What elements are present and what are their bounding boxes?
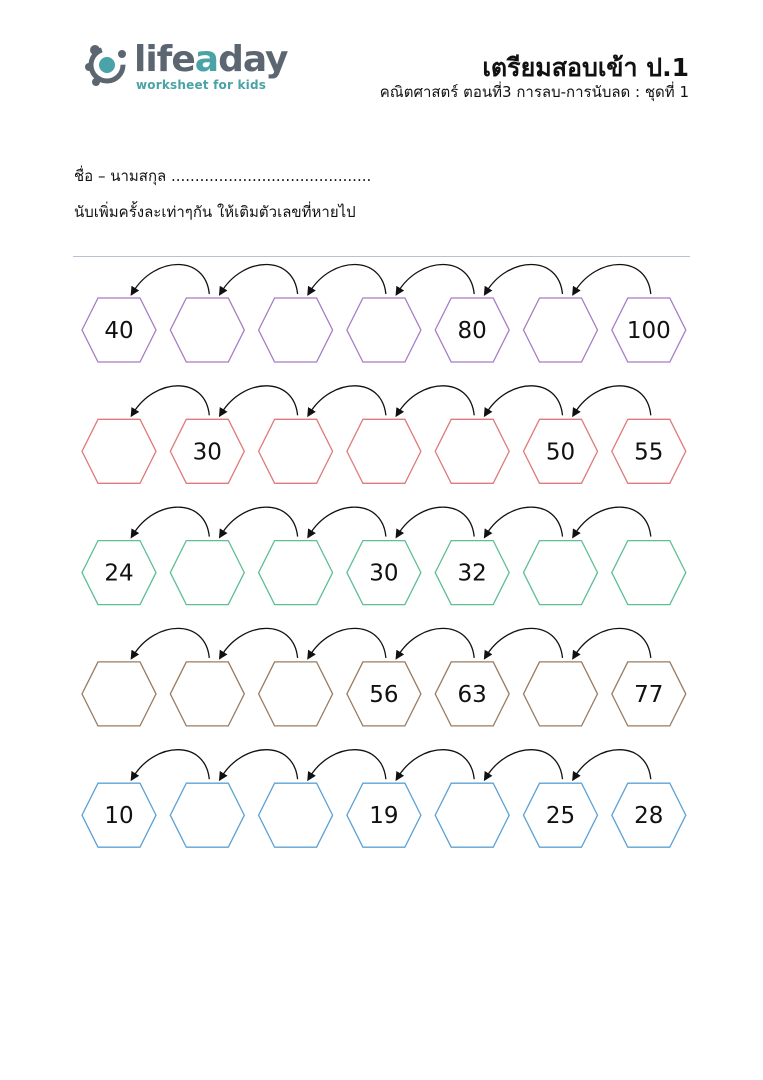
hexagon-number: 30 xyxy=(369,560,399,587)
hexagon-blank-cell[interactable] xyxy=(347,298,421,362)
hexagon-blank-cell[interactable] xyxy=(612,541,686,605)
curved-arrow-icon xyxy=(310,628,386,658)
hexagon-blank-cell[interactable] xyxy=(170,541,244,605)
number-row xyxy=(82,628,686,726)
curved-arrow-icon xyxy=(398,507,474,536)
hexagon-number: 28 xyxy=(634,803,664,830)
curved-arrow-icon xyxy=(221,750,297,780)
hexagon-number: 10 xyxy=(104,803,134,830)
hexagon-number: 19 xyxy=(369,803,399,830)
curved-arrow-icon xyxy=(575,265,651,295)
hexagon-blank-cell[interactable] xyxy=(524,662,598,726)
hexagon-number: 40 xyxy=(104,318,134,344)
curved-arrow-icon xyxy=(486,750,562,780)
curved-arrow-icon xyxy=(221,386,297,416)
number-row xyxy=(82,507,686,604)
hexagon-blank-cell[interactable] xyxy=(259,662,333,726)
hexagon-blank-cell[interactable] xyxy=(259,298,333,362)
hexagon-blank-cell[interactable] xyxy=(170,662,244,726)
curved-arrow-icon xyxy=(310,386,386,416)
curved-arrow-icon xyxy=(486,628,562,658)
hexagon-blank-cell[interactable] xyxy=(435,783,509,847)
hexagon-blank-cell[interactable] xyxy=(435,419,509,483)
name-field-label: ชื่อ – นามสกุล .......................................... xyxy=(74,167,372,185)
hexagon-number: 63 xyxy=(457,681,487,708)
curved-arrow-icon xyxy=(133,265,209,295)
brand-wordmark: lifeaday xyxy=(134,39,288,80)
curved-arrow-icon xyxy=(575,628,651,658)
page-title: เตรียมสอบเข้า ป.1 xyxy=(482,53,689,82)
hexagon-number: 80 xyxy=(457,318,487,344)
curved-arrow-icon xyxy=(310,265,386,295)
curved-arrow-icon xyxy=(133,386,209,416)
instruction-text: นับเพิ่มครั้งละเท่าๆกัน ให้เติมตัวเลขที่หายไป xyxy=(74,203,356,221)
curved-arrow-icon xyxy=(310,750,386,780)
curved-arrow-icon xyxy=(133,750,209,780)
hexagon-blank-cell[interactable] xyxy=(259,541,333,605)
hexagon-number: 30 xyxy=(192,439,222,466)
number-row xyxy=(82,750,686,848)
curved-arrow-icon xyxy=(575,507,651,536)
curved-arrow-icon xyxy=(133,507,209,536)
number-row xyxy=(82,386,686,484)
hexagon-number: 24 xyxy=(104,560,134,587)
curved-arrow-icon xyxy=(310,507,386,536)
hexagon-number: 32 xyxy=(457,560,487,587)
curved-arrow-icon xyxy=(486,507,562,536)
curved-arrow-icon xyxy=(486,386,562,416)
brand-tagline: worksheet for kids xyxy=(136,78,267,92)
curved-arrow-icon xyxy=(486,265,562,295)
hexagon-blank-cell[interactable] xyxy=(170,783,244,847)
page-subtitle: คณิตศาสตร์ ตอนที่3 การลบ-การนับลด : ชุดที่ 1 xyxy=(379,83,689,101)
hexagon-blank-cell[interactable] xyxy=(347,419,421,483)
hexagon-number: 77 xyxy=(634,681,664,708)
hexagon-blank-cell[interactable] xyxy=(524,541,598,605)
curved-arrow-icon xyxy=(398,265,474,295)
curved-arrow-icon xyxy=(575,750,651,780)
curved-arrow-icon xyxy=(133,628,209,658)
hexagon-blank-cell[interactable] xyxy=(82,419,156,483)
curved-arrow-icon xyxy=(398,628,474,658)
hexagon-number: 55 xyxy=(634,439,664,466)
hexagon-blank-cell[interactable] xyxy=(82,662,156,726)
curved-arrow-icon xyxy=(398,386,474,416)
hexagon-blank-cell[interactable] xyxy=(259,419,333,483)
curved-arrow-icon xyxy=(221,628,297,658)
hexagon-number: 50 xyxy=(545,439,576,466)
hexagon-number: 100 xyxy=(626,318,671,344)
hexagon-blank-cell[interactable] xyxy=(170,298,244,362)
hexagon-blank-cell[interactable] xyxy=(259,783,333,847)
hexagon-blank-cell[interactable] xyxy=(524,298,598,362)
curved-arrow-icon xyxy=(221,507,297,536)
curved-arrow-icon xyxy=(221,265,297,295)
number-row xyxy=(82,265,686,363)
curved-arrow-icon xyxy=(398,750,474,780)
curved-arrow-icon xyxy=(575,386,651,416)
hexagon-number: 25 xyxy=(545,803,576,830)
hexagon-number: 56 xyxy=(369,681,399,708)
